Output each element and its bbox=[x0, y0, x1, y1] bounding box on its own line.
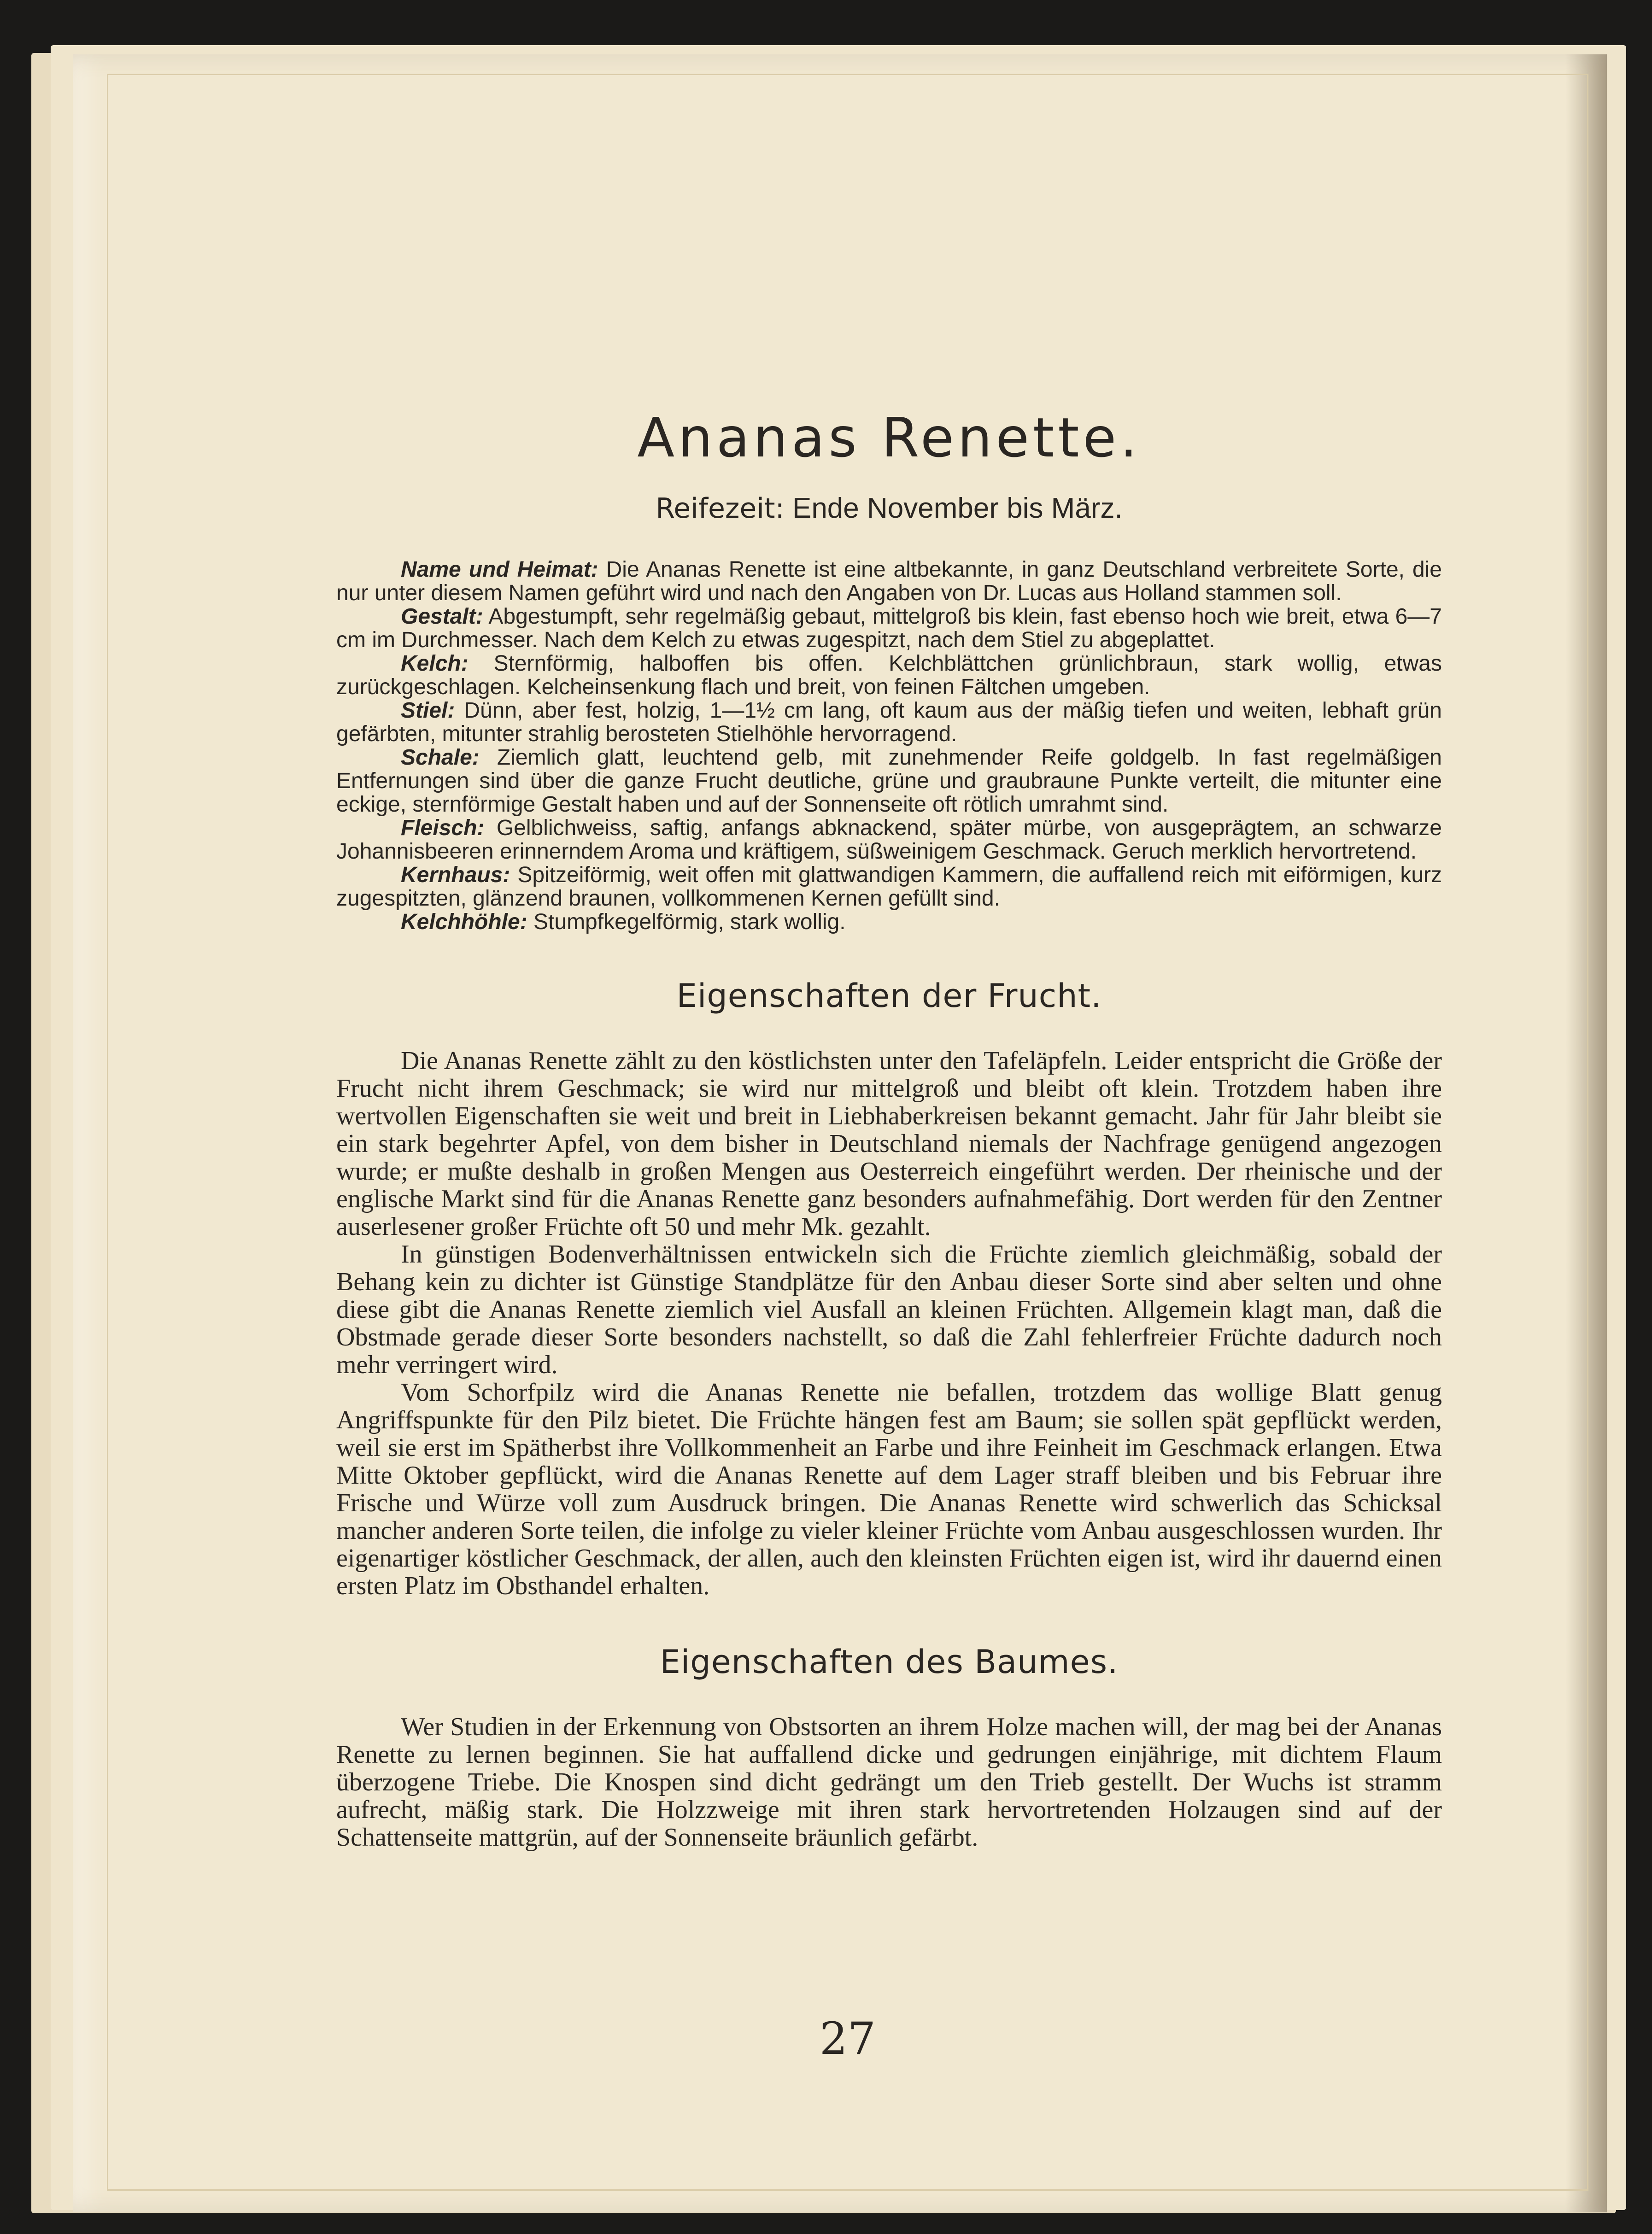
description-text: Abgestumpft, sehr regelmäßig gebaut, mittelgroß bis klein, fast ebenso hoch wie breit, etwa 6—7 cm im Durchmesser. Nach dem Kelch zu etwas zugespitzt, nach dem Stiel zu abgeplattet. bbox=[336, 604, 1442, 652]
ripening-value: Ende November bis März. bbox=[784, 492, 1123, 524]
description-text: Dünn, aber fest, holzig, 1—1½ cm lang, oft kaum aus der mäßig tiefen und weiten, lebhaft grün gefärbten, mitunter strahlig berosteten Stielhöhle hervorragend. bbox=[336, 698, 1442, 746]
description-item bbox=[336, 746, 1442, 816]
ripening-line bbox=[336, 492, 1442, 525]
description-term: Kernhaus: bbox=[401, 862, 510, 887]
description-text: Gelblichweiss, saftig, anfangs abknackend, später mürbe, von ausgeprägtem, an schwarze Johannisbeeren erinnerndem Aroma und kräftigem, süßweinigem Geschmack. Geruch merklich hervortretend. bbox=[336, 815, 1442, 864]
paragraph: In günstigen Bodenverhältnissen entwickeln sich die Früchte ziemlich gleichmäßig, sobald der Behang kein zu dichter ist Günstige Standplätze für den Anbau dieser Sorte sind aber selten und ohne diese gibt die Ananas Renette ziemlich viel Ausfall an kleinen Früchten. Allgemein klagt man, daß die Obstmade gerade dieser Sorte besonders nachstellt, so daß die Zahl fehlerfreier Früchte dadurch noch mehr verringert wird. bbox=[336, 1240, 1442, 1379]
section-heading-fruit: Eigenschaften der Frucht. bbox=[676, 977, 1102, 1015]
description-text: Ziemlich glatt, leuchtend gelb, mit zunehmender Reife goldgelb. In fast regelmäßigen Entfernungen sind über die ganze Frucht deutliche, grüne und graubraune Punkte verteilt, die mitunter eine eckige, sternförmige Gestalt haben und auf der Sonnenseite oft rötlich umrahmt sind. bbox=[336, 745, 1442, 817]
description-term: Stiel: bbox=[401, 698, 455, 723]
section-heading-tree: Eigenschaften des Baumes. bbox=[660, 1643, 1119, 1681]
paragraph: Wer Studien in der Erkennung von Obstsorten an ihrem Holze machen will, der mag bei der Ananas Renette zu lernen beginnen. Sie hat auffallend dicke und gedrungen einjährige, mit dichtem Flaum überzogene Triebe. Die Knospen sind dicht gedrängt um den Trieb gestellt. Der Wuchs ist stramm aufrecht, mäßig stark. Die Holzzweige mit ihren stark hervortretenden Holzaugen sind auf der Schattenseite mattgrün, auf der Sonnenseite bräunlich gefärbt. bbox=[336, 1712, 1442, 1852]
ripening-label: Reifezeit: bbox=[656, 492, 785, 525]
description-text: Die Ananas Renette ist eine altbekannte, in ganz Deutschland verbreitete Sorte, die nur unter diesem Namen geführt wird und nach den Angaben von Dr. Lucas aus Holland stammen soll. bbox=[336, 557, 1442, 605]
section-body-tree bbox=[336, 1713, 1442, 1851]
description-term: Schale: bbox=[401, 745, 480, 770]
description-term: Kelch: bbox=[401, 651, 469, 676]
page-content bbox=[336, 405, 1442, 1851]
description-text: Spitzeiförmig, weit offen mit glattwandigen Kammern, die auffallend reich mit eiförmigen, kurz zugespitzten, glänzend braunen, vollkommenen Kernen gefüllt sind. bbox=[336, 862, 1442, 911]
paragraph: Vom Schorfpilz wird die Ananas Renette nie befallen, trotzdem das wollige Blatt genug Angriffspunkte für den Pilz bietet. Die Früchte hängen fest am Baum; sie sollen spät gepflückt werden, weil sie erst im Spätherbst ihre Vollkommenheit an Farbe und ihre Feinheit im Geschmack erlangen. Etwa Mitte Oktober gepflückt, wird die Ananas Renette auf dem Lager straff bleiben und bis Februar ihre Frische und Würze voll zum Ausdruck bringen. Die Ananas Renette wird schwerlich das Schicksal mancher anderen Sorte teilen, die infolge zu vieler kleiner Früchte vom Anbau ausgeschlossen wurden. Ihr eigenartiger köstlicher Geschmack, der allen, auch den kleinsten Früchten eigen ist, wird ihr dauernd einen ersten Platz im Obsthandel erhalten. bbox=[336, 1378, 1442, 1600]
paragraph: Die Ananas Renette zählt zu den köstlichsten unter den Tafeläpfeln. Leider entspricht die Größe der Frucht nicht ihrem Geschmack; sie wird nur mittelgroß und bleibt oft klein. Trotzdem haben ihre wertvollen Eigenschaften sie weit und breit in Liebhaberkreisen bekannt gemacht. Jahr für Jahr bleibt sie ein stark begehrter Apfel, von dem bisher in Deutschland niemals der Nachfrage genügend angezogen wurde; er mußte deshalb in großen Mengen aus Oesterreich eingeführt werden. Der rheinische und der englische Markt sind für die Ananas Renette ganz besonders aufnahmefähig. Dort werden für den Zentner auserlesener großer Früchte oft 50 und mehr Mk. gezahlt. bbox=[336, 1046, 1442, 1241]
description-text: Sternförmig, halboffen bis offen. Kelchblättchen grünlichbraun, stark wollig, etwas zurückgeschlagen. Kelcheinsenkung flach und breit, von feinen Fältchen umgeben. bbox=[336, 651, 1442, 699]
description-item bbox=[336, 699, 1442, 746]
page-number: 27 bbox=[819, 2013, 876, 2064]
variety-description bbox=[336, 558, 1442, 934]
description-term: Name und Heimat: bbox=[401, 557, 598, 582]
description-item bbox=[336, 910, 1442, 934]
description-item bbox=[336, 652, 1442, 699]
description-text: Stumpfkegelförmig, stark wollig. bbox=[527, 909, 846, 934]
description-item bbox=[336, 816, 1442, 863]
page-title: Ananas Renette. bbox=[637, 406, 1141, 469]
description-item bbox=[336, 558, 1442, 605]
description-term: Gestalt: bbox=[401, 604, 483, 629]
section-body-fruit bbox=[336, 1047, 1442, 1600]
description-term: Kelchhöhle: bbox=[401, 909, 527, 934]
description-term: Fleisch: bbox=[401, 815, 485, 840]
description-item bbox=[336, 605, 1442, 652]
description-item bbox=[336, 863, 1442, 910]
